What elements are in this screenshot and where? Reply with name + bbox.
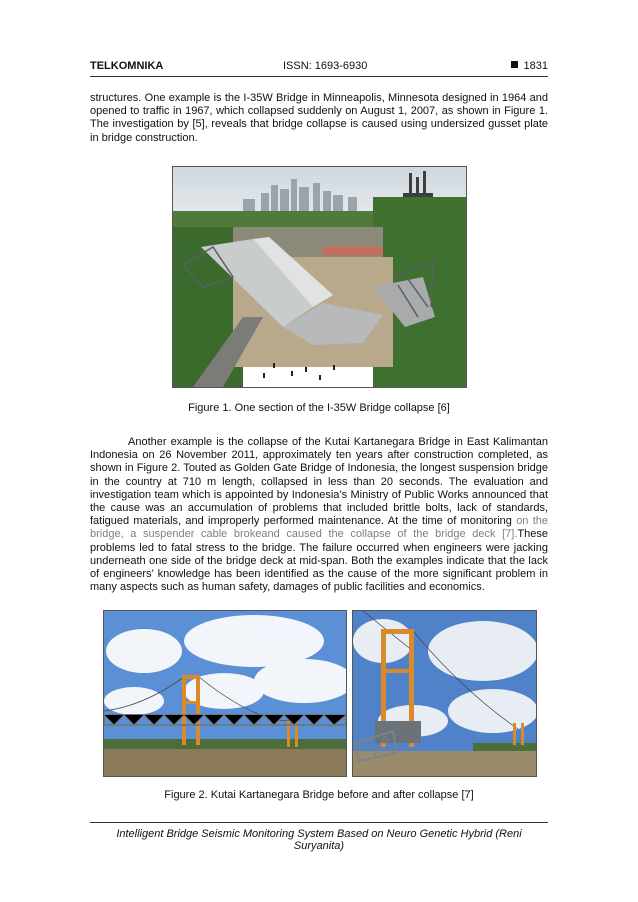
paragraph-2-part-3: These problems led to fatal stress to the bridge. The failure occurred when engineers were jacking underneath one side of the bridge deck at mid-span. Both the examples indicate that the lack of engineers’ knowledge has been identified as the cause of the more significant problem in many aspects such as human safety, damages of public facilities and economics. [90,528,548,594]
running-footer: Intelligent Bridge Seismic Monitoring System Based on Neuro Genetic Hybrid (Reni Suryanita) [116,828,522,852]
paragraph-2 [90,436,548,594]
journal-name: TELKOMNIKA [90,60,164,72]
figure-1-caption: Figure 1. One section of the I-35W Bridge collapse [6] [188,402,450,414]
bridge-collapse-illustration [173,167,466,387]
paragraph-2-part-2: on the bridge, a suspender cable brokeand caused the collapse of the bridge deck [7]. [90,515,548,541]
figure-2-caption: Figure 2. Kutai Kartanegara Bridge before and after collapse [7] [164,789,474,801]
figure-2-before-photo [103,610,347,777]
figure-1-photo [172,166,467,388]
figure-2-after-photo [352,610,537,777]
page-number [511,60,548,72]
header-rule [90,76,548,77]
page-header [90,60,548,76]
bridge-before-illustration [104,611,346,776]
paragraph-1: structures. One example is the I-35W Bridge in Minneapolis, Minnesota designed in 1964 and opened to traffic in 1967, which collapsed suddenly on August 1, 2007, as shown in Figure 1. The investigation by [5], reveals that bridge collapse is caused using undersized gusset plate in bridge construction. [90,92,548,144]
paragraph-2-part-1: Another example is the collapse of the Kutai Kartanegara Bridge in East Kalimantan Indonesia on 26 November 2011, approximately ten years after construction completed, as shown in Figure 2. Touted as Golden Gate Bridge of Indonesia, the longest suspension bridge in the country at 710 m length, collapsed in less than 20 seconds. The evaluation and investigation team which is appointed by Indonesia’s Ministry of Public Works announced that the cause was an accumulation of problems that included brittle bolts, lack of standards, fatigued materials, and improperly performed maintenance. At the time of monitoring [90,436,548,528]
issn: ISSN: 1693-6930 [283,60,368,72]
page-number-text: 1831 [523,60,548,72]
footer-rule [90,822,548,823]
square-bullet-icon [511,61,518,68]
bridge-after-illustration [353,611,536,776]
